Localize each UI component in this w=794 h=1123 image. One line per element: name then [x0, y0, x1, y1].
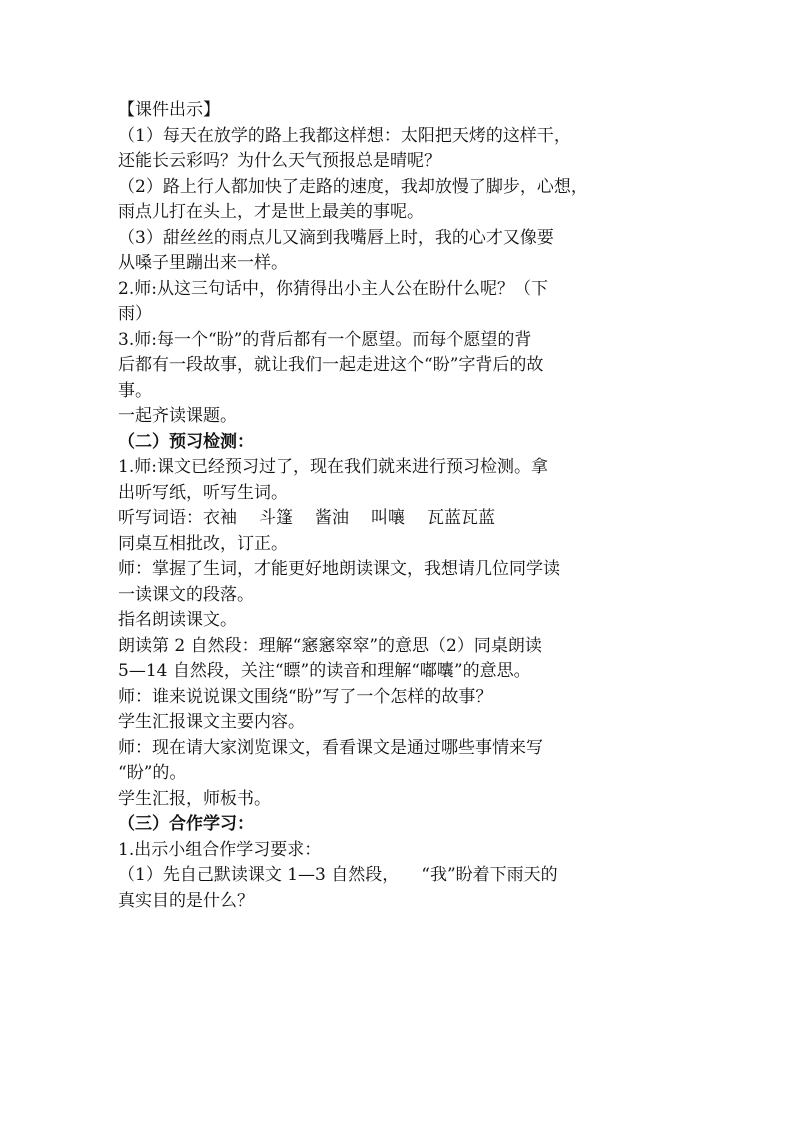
text-segment: “我”盼着下雨天的 [421, 865, 558, 885]
text-segment: （1）先自己默读课文 1—3 自然段， [118, 865, 400, 885]
text-line: （3）甜丝丝的雨点儿又滴到我嘴唇上时，我的心才又像要 [118, 227, 554, 248]
text-line: 还能长云彩吗？为什么天气预报总是晴呢？ [118, 151, 441, 171]
text-line: 朗读第 2 自然段：理解“窸窸窣窣”的意思（2）同桌朗读 [118, 635, 542, 656]
dictation-word: 斗篷 [259, 508, 293, 528]
text-line: 1.出示小组合作学习要求： [118, 839, 322, 860]
dictation-label-word: 听写词语：衣袖 [118, 508, 237, 528]
text-line: 指名朗读课文。 [118, 610, 237, 630]
text-line: 2.师:从这三句话中，你猜得出小主人公在盼什么呢？（下 [118, 278, 548, 299]
text-line: （1）每天在放学的路上我都这样想：太阳把天烤的这样干， [118, 125, 571, 146]
text-line: 学生汇报，师板书。 [118, 788, 271, 809]
text-line: 5—14 自然段，关注“瞟”的读音和理解“嘟囔”的意思。 [118, 661, 531, 681]
dictation-word: 酱油 [315, 508, 349, 528]
text-line: 真实目的是什么？ [118, 890, 254, 911]
document-body [118, 98, 678, 914]
dictation-word: 瓦蓝瓦蓝 [427, 508, 495, 528]
section-heading: （三）合作学习： [118, 814, 254, 834]
text-line: 1.师:课文已经预习过了，现在我们就来进行预习检测。拿 [118, 457, 548, 477]
text-line: 雨点儿打在头上，才是世上最美的事呢。 [118, 202, 424, 222]
text-line: 一起齐读课题。 [118, 406, 237, 426]
text-line: 师：谁来说说课文围绕“盼”写了一个怎样的故事？ [118, 686, 493, 707]
text-line: 雨） [118, 304, 152, 324]
dictation-word: 叫嚷 [371, 508, 405, 528]
text-line: 从嗓子里蹦出来一样。 [118, 253, 288, 273]
text-line: “盼”的。 [118, 763, 187, 783]
text-line: 一读课文的段落。 [118, 584, 254, 605]
text-line: 学生汇报课文主要内容。 [118, 712, 305, 732]
section-heading: （二）预习检测： [118, 431, 254, 452]
text-line: （2）路上行人都加快了走路的速度，我却放慢了脚步，心想， [118, 176, 588, 197]
text-line: 师：现在请大家浏览课文，看看课文是通过哪些事情来写 [118, 737, 543, 758]
text-line: 【课件出示】 [118, 100, 220, 120]
text-line: 事。 [118, 380, 152, 401]
text-line: 同桌互相批改，订正。 [118, 533, 288, 554]
text-line: 师：掌握了生词，才能更好地朗读课文，我想请几位同学读 [118, 559, 560, 579]
dictation-words-line [118, 506, 678, 532]
text-line: 后都有一段故事，就让我们一起走进这个“盼”字背后的故 [118, 355, 544, 375]
text-line: 3.师:每一个“盼”的背后都有一个愿望。而每个愿望的背 [118, 329, 532, 350]
text-line: 出听写纸，听写生词。 [118, 482, 288, 503]
text-line [118, 863, 678, 889]
